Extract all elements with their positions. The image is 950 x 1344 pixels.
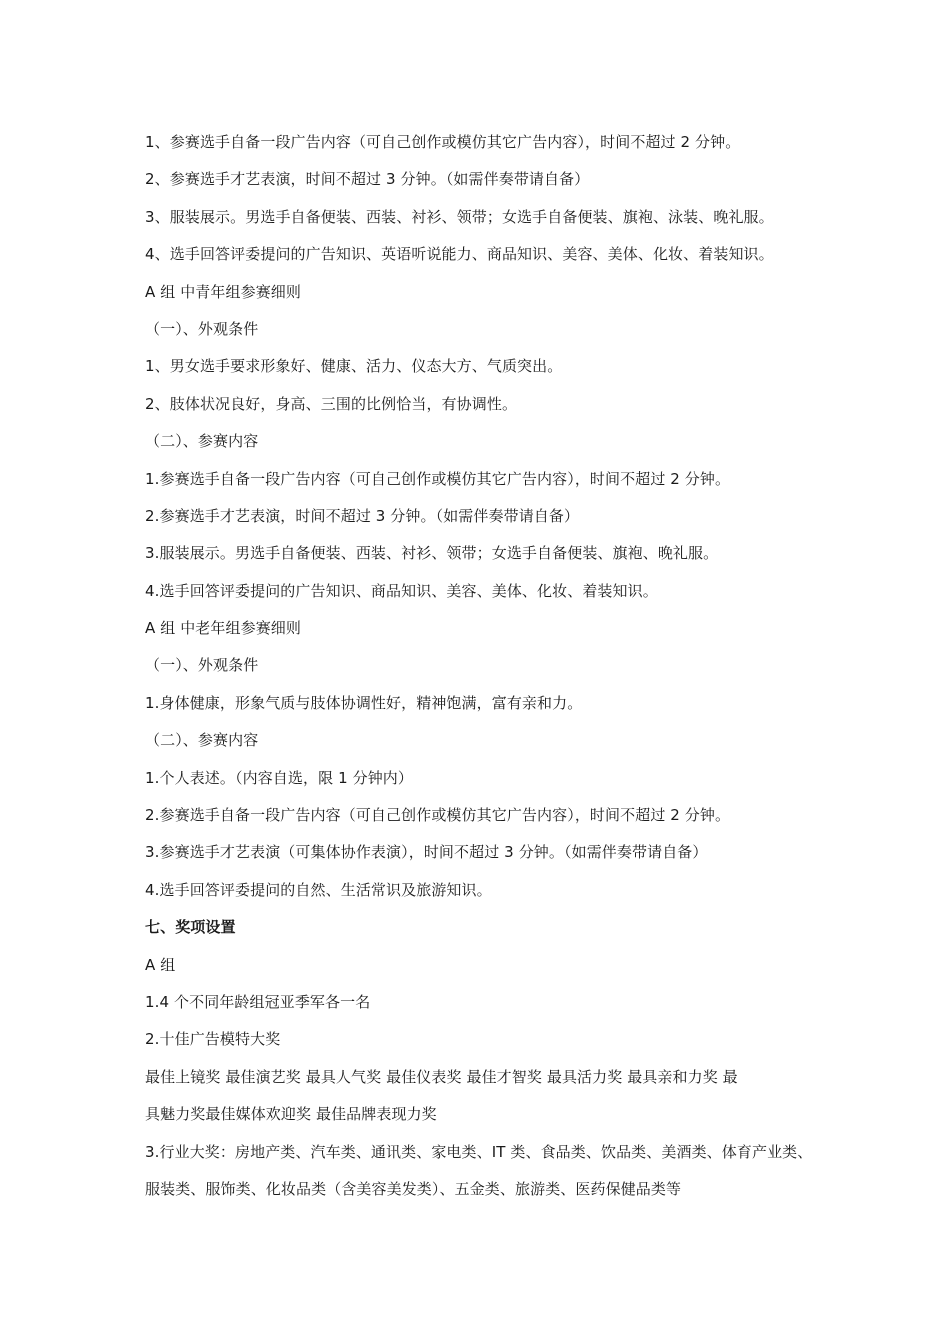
subsection-heading: （一）、外观条件 <box>145 656 259 675</box>
subsection-heading: （一）、外观条件 <box>145 319 259 338</box>
text-line: 服装类、服饰类、化妆品类（含美容美发类）、五金类、旅游类、医药保健品类等 <box>145 1179 682 1198</box>
text-line: 4.选手回答评委提问的自然、生活常识及旅游知识。 <box>145 880 492 899</box>
text-line: 最佳上镜奖 最佳演艺奖 最具人气奖 最佳仪表奖 最佳才智奖 最具活力奖 最具亲和力奖 最 <box>145 1067 738 1086</box>
text-line: 2、参赛选手才艺表演，时间不超过 3 分钟。（如需伴奏带请自备） <box>145 170 590 189</box>
text-line: 具魅力奖最佳媒体欢迎奖 最佳品牌表现力奖 <box>145 1105 437 1124</box>
text-line: 2.参赛选手自备一段广告内容（可自己创作或模仿其它广告内容），时间不超过 2 分钟。 <box>145 806 731 825</box>
subsection-heading: （二）、参赛内容 <box>145 432 259 451</box>
section-heading: A 组 中青年组参赛细则 <box>145 282 301 301</box>
text-line: 3.参赛选手才艺表演（可集体协作表演），时间不超过 3 分钟。（如需伴奏带请自备） <box>145 843 708 862</box>
text-line: 1.参赛选手自备一段广告内容（可自己创作或模仿其它广告内容），时间不超过 2 分钟。 <box>145 469 731 488</box>
chapter-heading: 七、奖项设置 <box>145 918 236 937</box>
text-line: 1.身体健康，形象气质与肢体协调性好，精神饱满，富有亲和力。 <box>145 693 583 712</box>
text-line: 3、服装展示。男选手自备便装、西装、衬衫、领带；女选手自备便装、旗袍、泳装、晚礼服。 <box>145 207 774 226</box>
text-line: 1、参赛选手自备一段广告内容（可自己创作或模仿其它广告内容），时间不超过 2 分钟。 <box>145 133 741 151</box>
text-line: 1.个人表述。（内容自选，限 1 分钟内） <box>145 768 413 787</box>
text-line: 2.参赛选手才艺表演，时间不超过 3 分钟。（如需伴奏带请自备） <box>145 506 580 525</box>
text-line: 4、选手回答评委提问的广告知识、英语听说能力、商品知识、美容、美体、化妆、着装知识。 <box>145 245 774 264</box>
text-line: 1、男女选手要求形象好、健康、活力、仪态大方、气质突出。 <box>145 357 563 376</box>
group-label: A 组 <box>145 955 176 974</box>
text-line: 2、肢体状况良好，身高、三围的比例恰当，有协调性。 <box>145 394 518 413</box>
text-line: 4.选手回答评委提问的广告知识、商品知识、美容、美体、化妆、着装知识。 <box>145 581 658 600</box>
subsection-heading: （二）、参赛内容 <box>145 731 259 750</box>
section-heading: A 组 中老年组参赛细则 <box>145 619 301 638</box>
text-line: 1.4 个不同年龄组冠亚季军各一名 <box>145 992 371 1011</box>
text-line: 2.十佳广告模特大奖 <box>145 1030 281 1049</box>
document-body <box>145 124 825 1208</box>
text-line: 3.行业大奖：房地产类、汽车类、通讯类、家电类、IT 类、食品类、饮品类、美酒类、体育产业类、 <box>145 1142 813 1161</box>
text-line: 3.服装展示。男选手自备便装、西装、衬衫、领带；女选手自备便装、旗袍、晚礼服。 <box>145 544 719 563</box>
